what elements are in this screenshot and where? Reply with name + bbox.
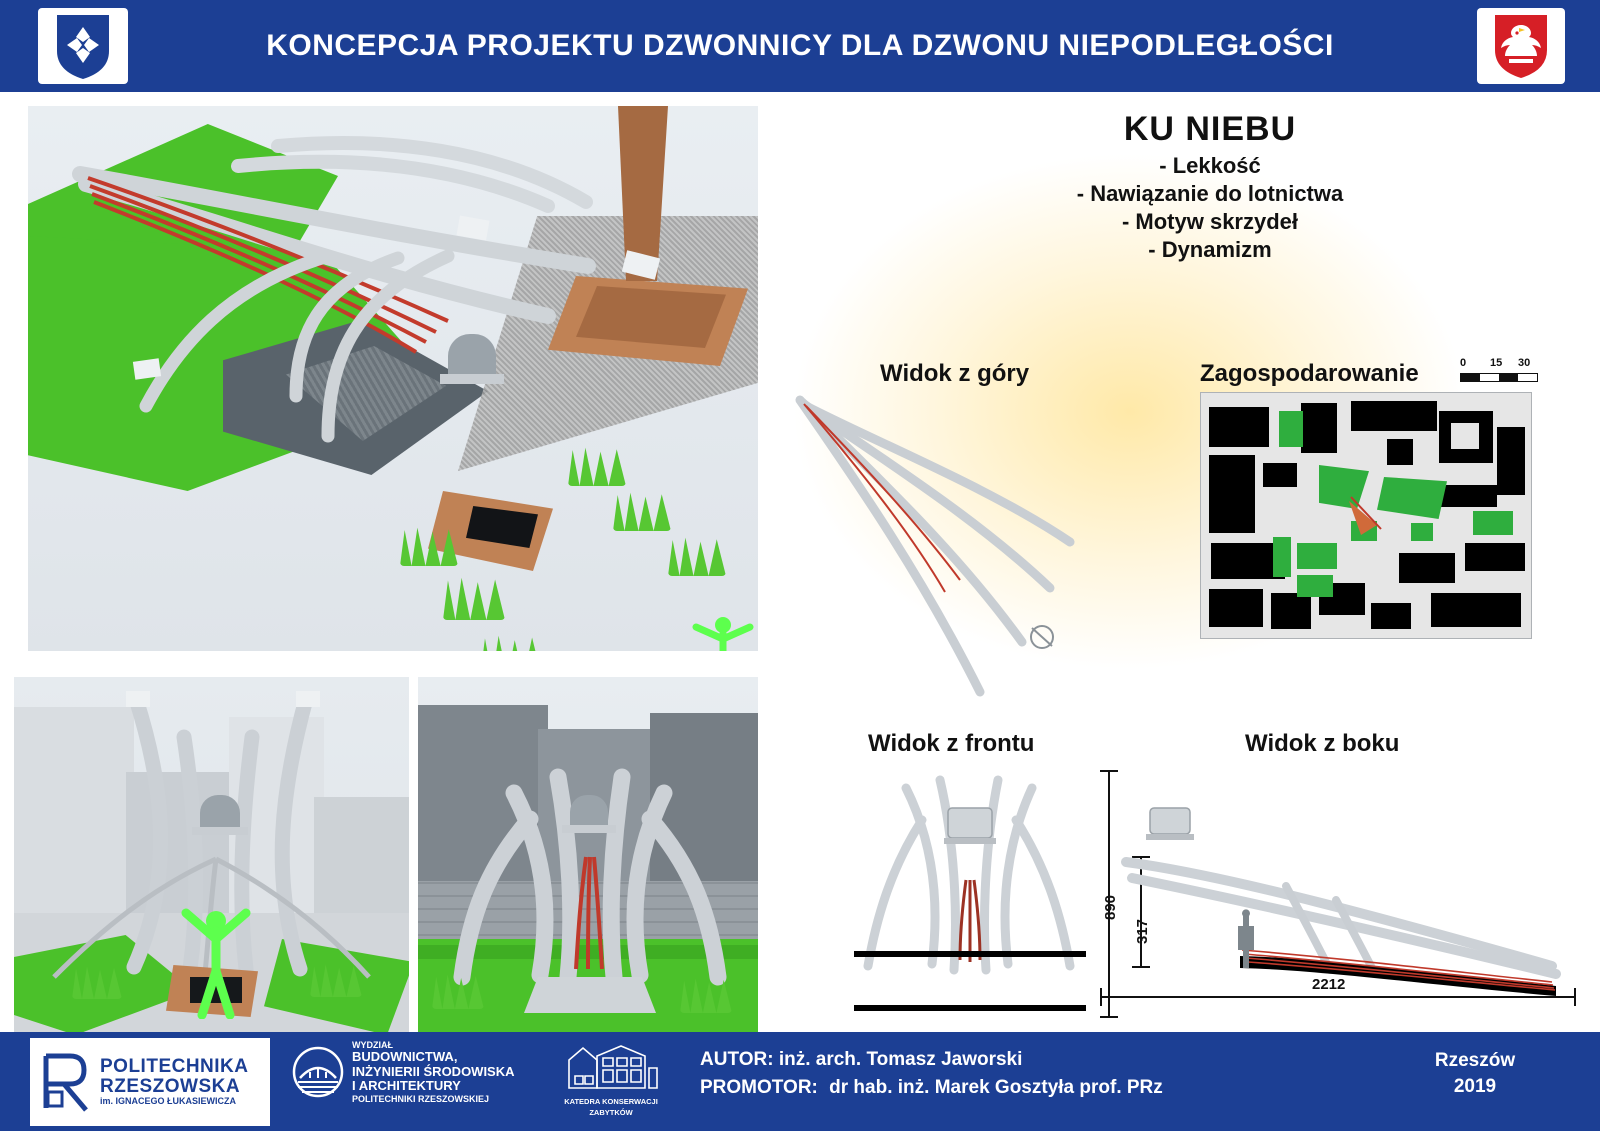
dim-label-height-317: 317 [1134,918,1151,944]
render-closeup-view [418,677,758,1032]
poster-header [0,0,1600,92]
section-title-site-plan: Zagospodarowanie [1200,360,1419,387]
scale-tick-15: 15 [1490,357,1503,369]
maltese-cross-crest-icon [38,8,128,84]
supervisor-row [700,1074,1340,1102]
authors-block [700,1046,1340,1101]
dim-label-height-890: 890 [1102,894,1119,920]
historic-building-icon [563,1040,659,1090]
university-line-1: POLITECHNIKA [100,1056,249,1078]
university-name [100,1057,249,1106]
scale-numbers [1460,357,1540,371]
bell-tower-structure [28,106,758,651]
dim-tick [1100,988,1102,1006]
map-scale-bar [1460,357,1540,391]
faculty-emblem-icon [292,1046,344,1098]
university-line-3: im. IGNACEGO ŁUKASIEWICZA [100,1096,237,1107]
university-line-2: RZESZOWSKA [100,1076,241,1098]
city-label: Rzeszów [1434,1050,1516,1071]
bell-base [440,374,504,384]
bell-icon [200,795,240,831]
bell-tower-structure [418,677,758,1032]
concept-slogan [860,110,1560,265]
drawing-side-elevation [1090,760,1590,1022]
dim-line-2212 [1100,996,1576,998]
year-label: 2019 [1453,1075,1497,1097]
site-plan-map [1200,392,1532,639]
bell-icon [570,795,608,829]
author-name: inż. arch. Tomasz Jaworski [778,1049,1023,1070]
slogan-point-1: - Lekkość [1159,153,1261,178]
human-figure [688,611,758,651]
department-logo [556,1040,666,1117]
faculty-logo [292,1040,515,1104]
poster-body [0,92,1600,1032]
section-title-front-view: Widok z frontu [868,730,1035,757]
author-row [700,1046,1340,1074]
scale-tick-0: 0 [1460,357,1467,369]
university-logo [30,1038,270,1126]
faculty-line-1: WYDZIAŁ [352,1040,393,1050]
site-plan-structure [1201,393,1531,638]
dim-tick [1574,988,1576,1006]
bell-icon [448,334,496,378]
faculty-line-2: BUDOWNICTWA, [352,1049,458,1065]
department-line-1: KATEDRA KONSERWACJI [564,1097,658,1106]
supervisor-name: dr hab. inż. Marek Gosztyła prof. PRz [829,1076,1163,1098]
render-aerial-view [28,106,758,651]
render-street-view [14,677,409,1032]
faculty-line-5: POLITECHNIKI RZESZOWSKIEJ [352,1093,490,1104]
place-date-block [1380,1048,1570,1099]
drawing-front-elevation [840,760,1151,1022]
department-line-2: ZABYTKÓW [589,1108,633,1117]
slogan-point-3: - Motyw skrzydeł [1121,209,1299,234]
bell-base [562,825,616,833]
section-title-top-view: Widok z góry [880,360,1030,387]
polish-eagle-crest-icon [1477,8,1565,84]
bell-base [192,827,248,835]
slogan-point-2: - Nawiązanie do lotnictwa [1076,181,1344,206]
scale-bar-graphic [1460,373,1538,382]
supervisor-label: PROMOTOR: [700,1076,818,1098]
drawing-top-view [770,392,1130,732]
faculty-line-3: INŻYNIERII ŚRODOWISKA [352,1063,515,1079]
page-title: KONCEPCJA PROJEKTU DZWONNICY DLA DZWONU NIEPODLEGŁOŚCI [266,29,1334,62]
faculty-name [352,1040,515,1104]
human-figure [180,899,252,1019]
slogan-point-4: - Dynamizm [1148,237,1272,262]
author-label: AUTOR: [700,1049,774,1070]
section-title-side-view: Widok z boku [1245,730,1400,757]
scale-tick-30: 30 [1518,357,1531,369]
prz-monogram-icon [40,1052,92,1112]
slogan-title: KU NIEBU [1123,110,1297,148]
faculty-line-4: I ARCHITEKTURY [352,1078,461,1094]
dim-label-length-2212: 2212 [1312,976,1346,993]
